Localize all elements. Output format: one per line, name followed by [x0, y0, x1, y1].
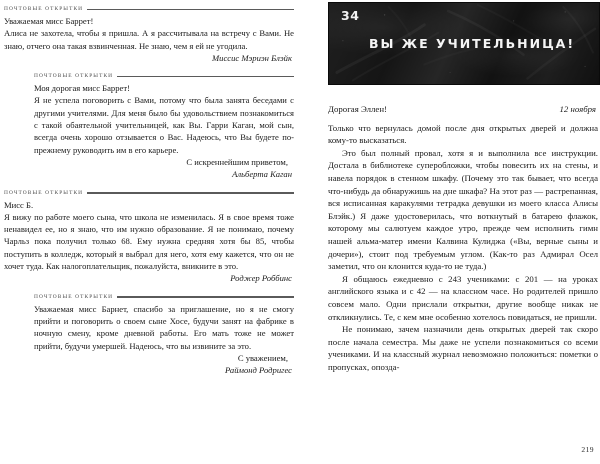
postcard-label: ПОЧТОВЫЕ ОТКРЫТКИ — [4, 189, 84, 196]
postcard-body: Я вижу по работе моего сына, что школа не изменилась. Я в свое время тоже ненавидел ее, но я знаю, что им нужно образование. Я не понимаю, почему Чарльз пока получил только 68. Ему нужна средняя хотя бы 85, чтобы поступить в колледж, который я выбрал для него, хотя ему кажется, что он не хочет туда. Как налогоплательщик, пожалуйста, вникните в это. — [4, 211, 294, 272]
postcard-rule — [87, 9, 294, 10]
postcard-salutation: Мисс Б. — [4, 199, 34, 210]
postcard-body: Уважаемая мисс Барнет, спасибо за приглашение, но я не смогу прийти и поговорить о своем сыне Хосе, будучи занят на фабрике в ночную смену, кроме дневной работы. Его мать тоже не может прийти, будучи умершей. Надеюсь, что вы извините за это. — [34, 303, 294, 351]
chapter-chalkboard-banner — [328, 2, 600, 85]
postcard-salutation: Уважаемая мисс Баррет! — [4, 16, 94, 26]
postcard-signature: Роджер Роббинс — [230, 273, 292, 284]
postcard-closing: С уважением, — [237, 352, 288, 363]
page-number: 219 — [581, 445, 594, 454]
postcard-signature: Раймонд Родригес — [225, 365, 292, 376]
letter-greeting: Дорогая Эллен! — [328, 104, 387, 114]
postcard-entry — [4, 6, 294, 64]
letter-body — [328, 103, 598, 373]
postcard-label: ПОЧТОВЫЕ ОТКРЫТКИ — [4, 6, 84, 12]
postcard-body: Я не успела поговорить с Вами, потому что была занята беседами с другими учителями. Для меня было бы удовольствием познакомиться с такой обаятельной учительницей, как Вы. Гарри Каган, мой сын, всегда очень хорошо отзывается о Вас. Надеюсь, что Вы будете по-прежнему руководить им в его карьере. — [34, 95, 294, 155]
postcard-rule — [87, 192, 294, 193]
right-page — [300, 0, 600, 464]
letter-date: 12 ноября — [559, 104, 596, 114]
letter-paragraph: Только что вернулась домой после дня открытых дверей и должна кому-то высказаться. — [328, 122, 598, 146]
postcard-header — [4, 190, 294, 196]
postcard-salutation: Моя дорогая мисс Баррет! — [34, 83, 130, 94]
postcard-label: ПОЧТОВЫЕ ОТКРЫТКИ — [34, 73, 114, 80]
postcard-rule — [117, 76, 294, 77]
chapter-title: ВЫ ЖЕ УЧИТЕЛЬНИЦА! — [368, 36, 576, 51]
postcard-entry — [34, 73, 294, 180]
postcard-entry — [4, 190, 294, 285]
postcard-label: ПОЧТОВЫЕ ОТКРЫТКИ — [34, 293, 114, 300]
postcard-rule — [117, 296, 294, 297]
postcard-signature: Альберта Каган — [232, 169, 292, 180]
letter-paragraph: Это был полный провал, хотя я и выполнила все инструкции. Достала в библиотеке суперобложки, чтобы повесить их на стены, и навела порядок в стенном шкафу. (Почему это так бывает, что всегда что-нибудь да обнаружишь на дне шкафа? На этот раз — растрепанная, вся исписанная каракулями тетрадка девушки из моего класса Алисы Блэйк.) Я даже удостоверилась, что воткнутый в батарею флажок, которому мы салютуем каждое утро, прежде чем исполнить гимн нашей альма-матер имени Калвина Кулиджа («Вы, верные сыны и дочери»), стоит под требуемым углом. (Как-то раз Адмирал Осел заметил, что он клонится куда-то не туда.) — [328, 147, 598, 272]
postcard-body: Алиса не захотела, чтобы я пришла. А я рассчитывала на встречу с Вами. Не знаю, отчего она такая взвинченная. Не знаю, чем я ей не угодила. — [4, 28, 294, 51]
letter-header — [328, 103, 598, 116]
postcard-header — [34, 73, 294, 79]
letter-paragraph: Я общаюсь ежедневно с 243 учениками: с 201 — на уроках английского языка и с 42 — на классном часе. Но родителей пришло совсем мало. Одни прислали открытки, другие вообще никак не откликнулись. Те, с кем мне особенно хотелось повидаться, не пришли. — [328, 273, 598, 322]
postcard-header — [34, 294, 294, 300]
postcard-signature: Миссис Мэриэн Блэйк — [211, 52, 292, 63]
letter-paragraph: Не понимаю, зачем назначили день открытых дверей так скоро после начала семестра. Мы даже не успели познакомиться со всеми учениками. И на классный журнал невозможно положиться: пометки о пропусках, опозда- — [328, 324, 598, 372]
postcard-header — [4, 6, 294, 12]
postcard-entry — [34, 294, 294, 377]
postcard-closing: С искреннейшим приветом, — [186, 156, 288, 167]
chapter-number: 34 — [341, 8, 360, 23]
